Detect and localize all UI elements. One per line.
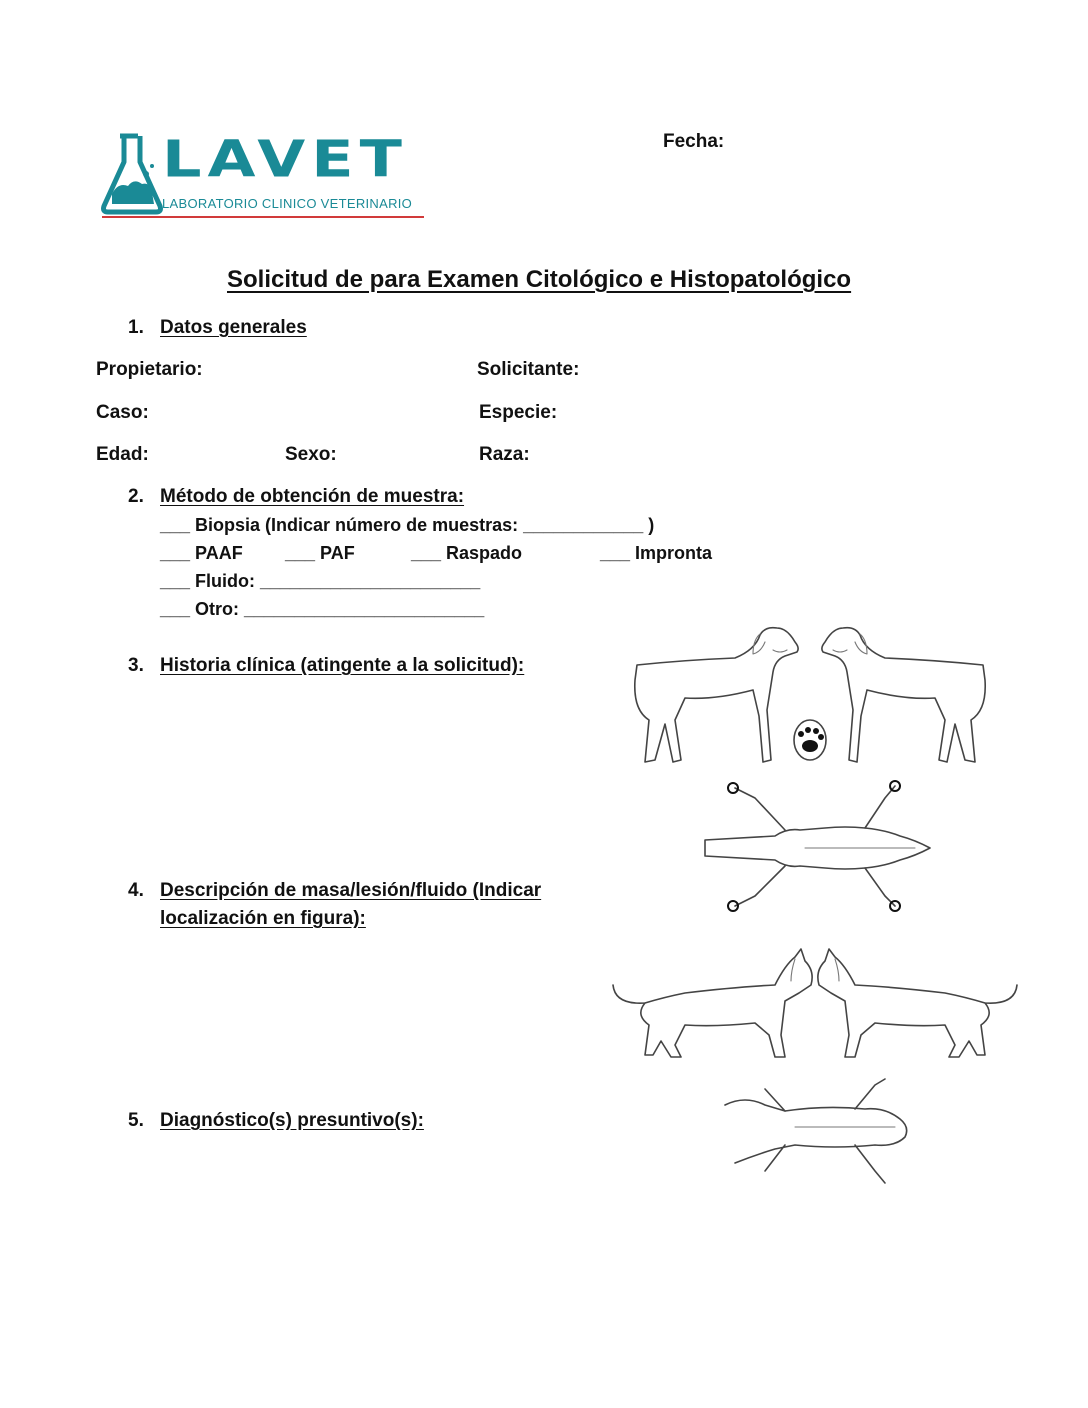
- section-3-heading: Historia clínica (atingente a la solicitud):: [160, 655, 525, 676]
- especie-label: Especie:: [479, 402, 558, 423]
- cat-lateral-figures: [605, 945, 1025, 1065]
- section-5-number: 5.: [128, 1110, 144, 1131]
- cat-left-icon: [613, 949, 812, 1057]
- propietario-label: Propietario:: [96, 359, 203, 380]
- section-3-number: 3.: [128, 655, 144, 676]
- section-4-heading-line2: localización en figura):: [160, 908, 366, 929]
- solicitante-label: Solicitante:: [477, 359, 580, 380]
- dog-ventral-icon: [705, 781, 930, 911]
- page-title: Solicitud de para Examen Citológico e Histopatológico: [227, 266, 852, 293]
- method-fluido: ___ Fluido: ______________________: [160, 571, 481, 591]
- fecha-label: Fecha:: [663, 131, 725, 152]
- method-otro: ___ Otro: ________________________: [160, 599, 485, 619]
- method-raspado: ___ Raspado: [411, 543, 523, 563]
- method-biopsia: ___ Biopsia (Indicar número de muestras: ____________ ): [160, 515, 655, 535]
- cat-ventral-figure: [715, 1075, 915, 1190]
- edad-label: Edad:: [96, 444, 149, 465]
- logo-underline: [102, 216, 424, 218]
- section-2-heading: Método de obtención de muestra:: [160, 486, 465, 507]
- raza-label: Raza:: [479, 444, 530, 465]
- dog-right-icon: [822, 628, 985, 762]
- logo-brand: LAVET: [162, 129, 408, 189]
- dog-lateral-figures: [625, 620, 995, 770]
- logo-tagline: LABORATORIO CLINICO VETERINARIO: [162, 196, 413, 211]
- section-4-number: 4.: [128, 880, 144, 901]
- section-1-heading: Datos generales: [160, 317, 307, 338]
- method-impronta: ___ Impronta: [600, 543, 713, 563]
- caso-label: Caso:: [96, 402, 149, 423]
- sexo-label: Sexo:: [285, 444, 337, 465]
- dog-left-icon: [635, 628, 798, 762]
- method-paaf: ___ PAAF: [160, 543, 243, 563]
- method-paf: ___ PAF: [285, 543, 355, 563]
- section-2-number: 2.: [128, 486, 144, 507]
- dog-ventral-figure: [695, 778, 940, 918]
- lavet-logo: [100, 129, 430, 224]
- paw-print-icon: [794, 720, 826, 760]
- cat-ventral-icon: [725, 1079, 907, 1183]
- section-1-number: 1.: [128, 317, 144, 338]
- cat-right-icon: [818, 949, 1017, 1057]
- section-5-heading: Diagnóstico(s) presuntivo(s):: [160, 1110, 424, 1131]
- section-4-heading-line1: Descripción de masa/lesión/fluido (Indicar: [160, 880, 542, 901]
